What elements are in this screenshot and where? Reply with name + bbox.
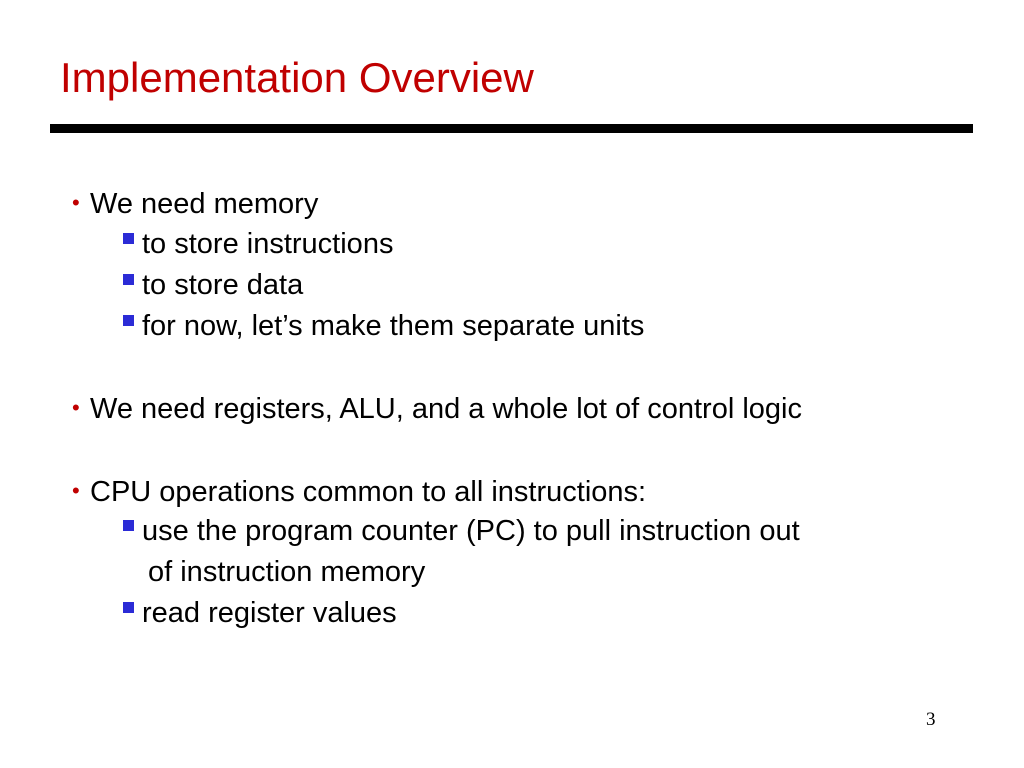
sub-bullet-text: to store data (142, 269, 304, 301)
bullet-item (72, 390, 802, 427)
sub-bullet-text: for now, let’s make them separate units (142, 310, 645, 342)
blue-square-bullet-icon (123, 233, 134, 244)
sub-bullet-text: use the program counter (PC) to pull instruction out (142, 515, 800, 547)
blue-square-bullet-icon (123, 602, 134, 613)
blue-square-bullet-icon (123, 274, 134, 285)
blue-square-bullet-icon (123, 315, 134, 326)
blue-square-bullet-icon (123, 520, 134, 531)
sub-bullet-item (123, 226, 393, 262)
sub-bullet-item (123, 267, 303, 303)
sub-bullet-text: to store instructions (142, 228, 394, 260)
page-number: 3 (926, 709, 936, 730)
sub-bullet-item (123, 308, 644, 344)
bullet-item (72, 185, 318, 222)
sub-bullet-text: read register values (142, 597, 397, 629)
red-dot-bullet-icon: • (72, 190, 80, 215)
slide-title: Implementation Overview (60, 54, 534, 101)
red-dot-bullet-icon: • (72, 478, 80, 503)
bullet-text: We need memory (90, 188, 319, 220)
bullet-text: We need registers, ALU, and a whole lot of control logic (90, 393, 802, 425)
bullet-text: CPU operations common to all instructions: (90, 476, 647, 508)
sub-bullet-item (123, 595, 397, 631)
sub-bullet-item (123, 513, 800, 549)
red-dot-bullet-icon: • (72, 395, 80, 420)
bullet-item (72, 473, 646, 510)
sub-bullet-continuation: of instruction memory (148, 556, 426, 588)
